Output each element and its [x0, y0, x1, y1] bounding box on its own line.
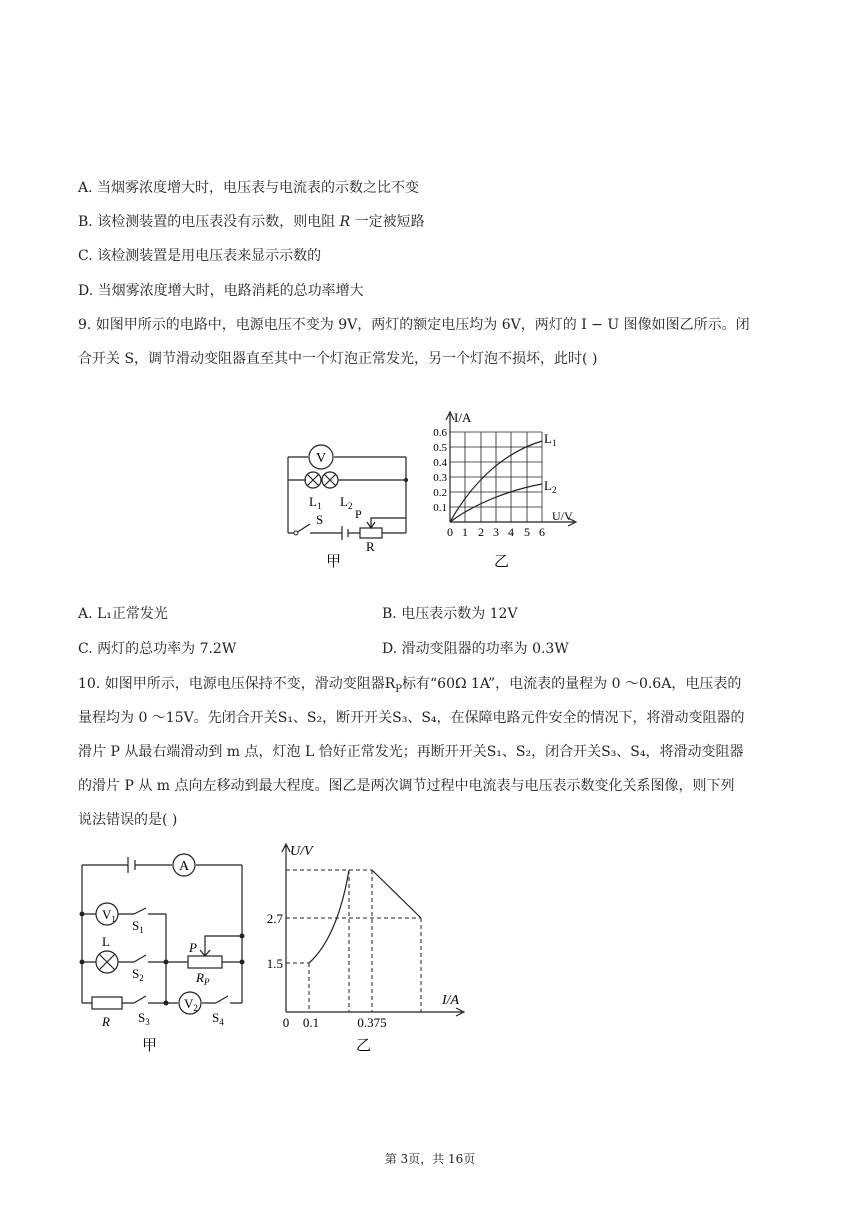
q10-stem-line1: 10. 如图甲所示，电源电压保持不变，滑动变阻器$R_P$标有“60Ω 1A”，电流表的量程为 0 ～0.6A，电压表的	[78, 676, 742, 695]
q8-option-b	[78, 212, 425, 232]
q10-s4-label: $S_4$	[212, 1010, 224, 1027]
q8-option-a: A. 当烟雾浓度增大时，电压表与电流表的示数之比不变	[78, 180, 420, 196]
q8-option-b-post: 一定被短路	[350, 214, 425, 230]
q10-xtick-0.1: 0.1	[302, 1015, 320, 1030]
q10-slider-label: P	[189, 940, 197, 955]
q9-xtick-4: 4	[508, 525, 514, 539]
q9-ytick-0.6: 0.6	[433, 427, 447, 439]
q9-voltmeter-label: V	[315, 451, 327, 466]
q10-ui-graph	[256, 838, 466, 1058]
q9-ytick-0.4: 0.4	[433, 457, 447, 469]
q9-ytick-0.5: 0.5	[433, 442, 447, 454]
q9-option-d: D. 滑动变阻器的功率为 0.3W	[382, 641, 569, 657]
q9-xtick-5: 5	[524, 525, 530, 539]
q10-xtick-0: 0	[282, 1015, 290, 1030]
q9-curve-l2-label: $L_2$	[544, 478, 557, 495]
q10-circuit-diagram	[72, 848, 252, 1058]
page-footer: 第 3页，共 16页	[384, 1152, 476, 1166]
q10-stem-line5: 说法错误的是( )	[78, 812, 178, 828]
q9-xtick-3: 3	[493, 525, 499, 539]
q10-s3-label: $S_3$	[138, 1010, 150, 1027]
q9-xtick-6: 6	[539, 525, 545, 539]
q8-option-b-pre: B. 该检测装置的电压表没有示数，则电阻	[78, 214, 340, 230]
q9-stem-line2: 合开关 S，调节滑动变阻器直至其中一个灯泡正常发光，另一个灯泡不损坏，此时( )	[78, 351, 598, 367]
q10-stem-line3: 滑片 P 从最右端滑动到 m 点，灯泡 L 恰好正常发光；再断开开关S₁、S₂，闭合开关S₃、S₄，将滑动变阻器	[78, 744, 744, 760]
q9-l2-label: $L_2$	[340, 494, 353, 511]
q9-xtick-2: 2	[478, 525, 484, 539]
q10-fig-jia-caption: 甲	[142, 1038, 158, 1054]
q9-option-a: A. L₁正常发光	[78, 606, 168, 622]
q9-circuit-diagram	[282, 438, 412, 573]
q10-stem-line4: 的滑片 P 从 m 点向左移动到最大程度。图乙是两次调节过程中电流表与电压表示数变化关系图像，则下列	[78, 778, 735, 794]
q9-iu-graph	[424, 408, 584, 573]
q10-rp-label: $R_P$	[196, 970, 210, 987]
q9-fig-jia-caption: 甲	[326, 554, 342, 570]
q9-graph-ylabel: I/A	[454, 410, 472, 425]
q9-xtick-1: 1	[462, 525, 468, 539]
q10-ytick-2.7: 2.7	[266, 911, 283, 926]
q10-fig-yi-caption: 乙	[356, 1038, 372, 1054]
q9-xtick-0: 0	[447, 525, 453, 539]
q10-ytick-1.5: 1.5	[266, 956, 283, 971]
q9-option-b: B. 电压表示数为 12V	[382, 606, 518, 622]
q10-resistor-label: R	[102, 1014, 110, 1029]
q10-xtick-0.375: 0.375	[357, 1015, 387, 1030]
q9-ytick-0.3: 0.3	[433, 472, 447, 484]
q10-stem-line2: 量程均为 0 ～15V。先闭合开关S₁、S₂，断开开关S₃、S₄，在保障电路元件安全的情况下，将滑动变阻器的	[78, 710, 745, 726]
q10-ammeter-label: A	[178, 859, 190, 874]
q9-ytick-0.2: 0.2	[433, 487, 447, 499]
q9-slider-label: P	[355, 507, 362, 521]
q9-ytick-0.1: 0.1	[433, 502, 447, 514]
q9-rheostat-label: R	[366, 539, 375, 554]
q9-l1-label: $L_1$	[309, 494, 322, 511]
q9-option-c: C. 两灯的总功率为 7.2W	[78, 641, 237, 657]
q10-v1-label: $V_1$	[102, 907, 116, 924]
q9-stem-line1: 9. 如图甲所示的电路中，电源电压不变为 9V，两灯的额定电压均为 6V，两灯的 I − U 图像如图乙所示。闭	[78, 317, 750, 333]
q10-graph-ylabel: U/V	[290, 844, 313, 859]
q10-v2-label: $V_2$	[184, 996, 198, 1013]
q8-option-b-var: R	[339, 214, 351, 230]
q9-switch-label: S	[316, 512, 324, 527]
q8-option-d: D. 当烟雾浓度增大时，电路消耗的总功率增大	[78, 283, 364, 299]
q10-s2-label: $S_2$	[132, 966, 144, 983]
q10-graph-xlabel: I/A	[442, 993, 460, 1008]
q8-option-c: C. 该检测装置是用电压表来显示示数的	[78, 248, 322, 264]
q10-s1-label: $S_1$	[132, 918, 144, 935]
q9-fig-yi-caption: 乙	[494, 554, 510, 570]
q9-curve-l1-label: $L_1$	[544, 431, 557, 448]
q9-graph-xlabel: U/V	[552, 509, 573, 523]
q10-lamp-label: L	[102, 934, 110, 949]
